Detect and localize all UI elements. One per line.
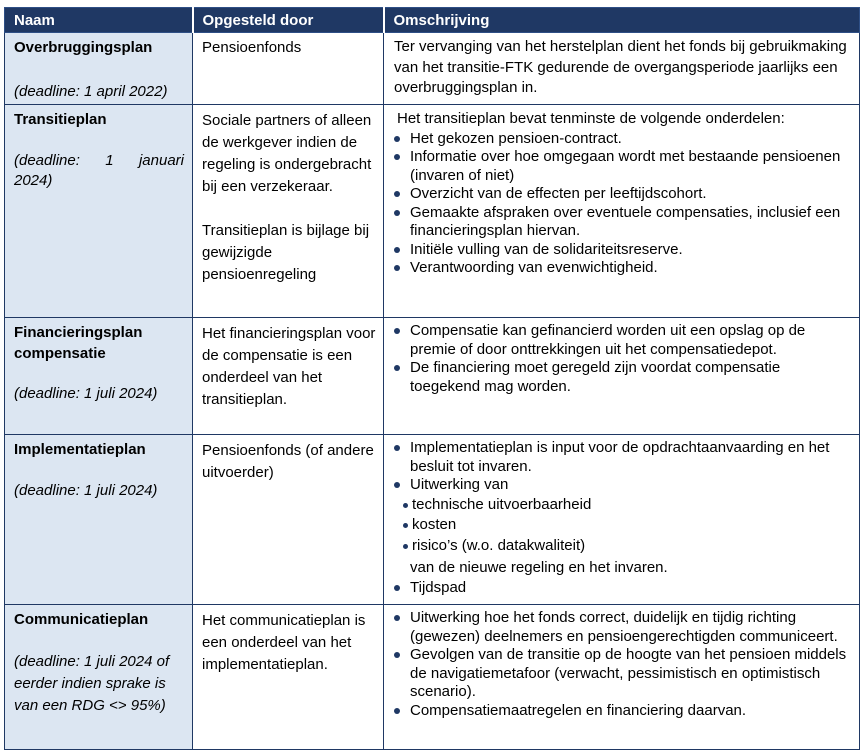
list-item: Informatie over hoe omgegaan wordt met bestaande pensioenen (invaren of niet) xyxy=(388,148,853,185)
header-omschrijving: Omschrijving xyxy=(384,8,860,33)
list-item: De financiering moet geregeld zijn voordat compensatie toegekend mag worden. xyxy=(388,359,853,396)
plan-deadline: (deadline: 1 juli 2024) xyxy=(14,385,158,402)
author-text: Pensioenfonds (of andere uitvoerder) xyxy=(202,442,374,481)
list-item: Overzicht van de effecten per leeftijdscohort. xyxy=(388,185,853,204)
description-cell xyxy=(384,105,860,318)
list-item xyxy=(388,476,853,579)
author-text: Het financieringsplan voor de compensatie is een onderdeel van het transitieplan. xyxy=(202,325,376,408)
description-cell xyxy=(384,33,860,105)
description-cell xyxy=(384,435,860,605)
author-cell xyxy=(193,105,384,318)
plan-title: Financieringsplan compensatie xyxy=(14,324,143,362)
plan-deadline: (deadline: 1 juli 2024) xyxy=(14,481,158,499)
plan-deadline: (deadline: 1 april 2022) xyxy=(14,82,168,100)
name-cell xyxy=(5,435,193,605)
plan-title: Transitieplan xyxy=(14,111,107,128)
header-opgesteld-door: Opgesteld door xyxy=(193,8,384,33)
list-item: Tijdspad xyxy=(388,579,853,598)
bullet-list xyxy=(388,609,853,720)
sub-list-item: kosten xyxy=(400,515,853,536)
list-item: Gemaakte afspraken over eventuele compensaties, inclusief een financieringsplan hiervan. xyxy=(388,204,853,241)
list-item: Compensatie kan gefinancierd worden uit een opslag op de premie of door onttrekkingen uit het compensatiedepot. xyxy=(388,322,853,359)
sub-list-item: risico’s (w.o. datakwaliteit) xyxy=(400,536,853,557)
description-cell xyxy=(384,605,860,750)
name-cell xyxy=(5,105,193,318)
list-item-continuation: van de nieuwe regeling en het invaren. xyxy=(410,559,668,576)
list-item: Uitwerking hoe het fonds correct, duidelijk en tijdig richting (gewezen) deelnemers en pensioengerechtigden communiceert. xyxy=(388,609,853,646)
description-intro: Het transitieplan bevat tenminste de volgende onderdelen: xyxy=(397,110,785,127)
list-item: Compensatiemaatregelen en financiering daarvan. xyxy=(388,702,853,721)
author-note: Transitieplan is bijlage bij gewijzigde pensioenregeling xyxy=(202,222,370,283)
plan-deadline: (deadline: 1 januari 2024) xyxy=(14,151,184,189)
list-item: Initiële vulling van de solidariteitsreserve. xyxy=(388,241,853,260)
bullet-list xyxy=(388,130,853,278)
table-header-row xyxy=(5,8,860,33)
author-text: Sociale partners of alleen de werkgever indien de regeling is ondergebracht bij een verzekeraar. xyxy=(202,112,372,195)
author-text: Pensioenfonds xyxy=(202,39,302,56)
author-cell xyxy=(193,435,384,605)
author-cell xyxy=(193,33,384,105)
list-item: Het gekozen pensioen-contract. xyxy=(388,130,853,149)
description-cell xyxy=(384,318,860,435)
plan-title: Implementatieplan xyxy=(14,441,146,458)
list-item-text: Uitwerking van xyxy=(410,476,509,493)
list-item: Gevolgen van de transitie op de hoogte van het pensioen middels de navigatiemetafoor (verwacht, pessimistisch en optimistisch scenario). xyxy=(388,646,853,702)
author-cell xyxy=(193,605,384,750)
plan-title: Communicatieplan xyxy=(14,611,149,628)
table-row xyxy=(5,105,860,318)
bullet-list xyxy=(388,439,853,598)
header-naam: Naam xyxy=(5,8,193,33)
name-cell xyxy=(5,605,193,750)
table-row xyxy=(5,435,860,605)
list-item: Verantwoording van evenwichtigheid. xyxy=(388,259,853,278)
list-item: Implementatieplan is input voor de opdrachtaanvaarding en het besluit tot invaren. xyxy=(388,439,853,476)
description-text: Ter vervanging van het herstelplan dient het fonds bij gebruikmaking van het transitie-FTK gedurende de overgangsperiode jaarlijks een overbruggingsplan in. xyxy=(394,38,847,96)
sub-list-item: technische uitvoerbaarheid xyxy=(400,495,853,516)
bullet-list xyxy=(388,322,853,396)
table-row xyxy=(5,318,860,435)
plan-deadline: (deadline: 1 juli 2024 of eerder indien sprake is van een RDG <> 95%) xyxy=(14,652,170,714)
author-cell xyxy=(193,318,384,435)
table-row xyxy=(5,33,860,105)
sub-bullet-list xyxy=(400,495,853,557)
name-cell xyxy=(5,33,193,105)
table-row xyxy=(5,605,860,750)
plans-table xyxy=(4,7,860,750)
name-cell xyxy=(5,318,193,435)
plan-title: Overbruggingsplan xyxy=(14,39,153,56)
author-text: Het communicatieplan is een onderdeel van het implementatieplan. xyxy=(202,612,366,673)
